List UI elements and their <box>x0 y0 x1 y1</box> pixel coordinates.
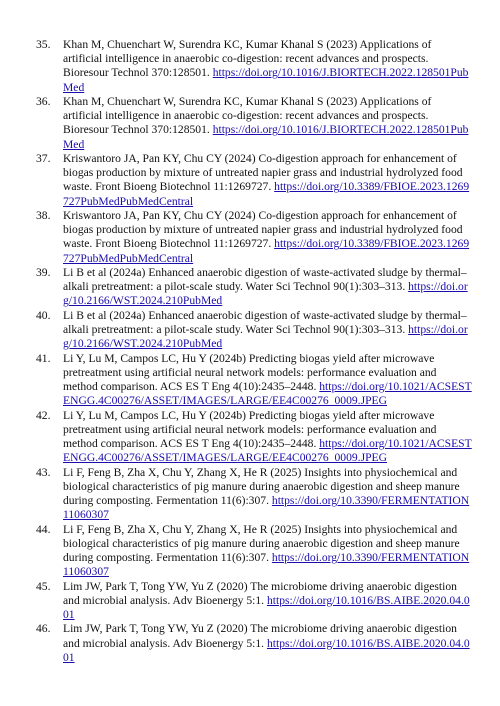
reference-text: Kriswantoro JA, Pan KY, Chu CY (2024) Co-digestion approach for enhancement of biogas production by mixture of untreated napier grass and industrial hydrolyzed food waste. Front Bioeng Biotechnol 11:1269727. <box>63 152 463 194</box>
reference-link[interactable]: https://doi.org/10.1016/J.BIORTECH.2022.128501PubMed <box>63 66 469 94</box>
reference-item <box>36 580 472 623</box>
reference-text: Kriswantoro JA, Pan KY, Chu CY (2024) Co-digestion approach for enhancement of biogas production by mixture of untreated napier grass and industrial hydrolyzed food waste. Front Bioeng Biotechnol 11:1269727. <box>63 209 463 251</box>
reference-text: Li Y, Lu M, Campos LC, Hu Y (2024b) Predicting biogas yield after microwave pretreatment using artificial neural network models: performance evaluation and method comparison. ACS ES T Eng 4(10):2435–2448. <box>63 408 437 450</box>
reference-item <box>36 309 472 352</box>
reference-number: 46. <box>36 622 51 636</box>
reference-number: 35. <box>36 38 51 51</box>
reference-item <box>36 409 472 466</box>
reference-link[interactable]: https://doi.org/10.2166/WST.2024.210PubMed <box>63 323 468 351</box>
reference-text: Li B et al (2024a) Enhanced anaerobic digestion of waste-activated sludge by thermal–alkali pretreatment: a pilot-scale study. Water Sci Technol 90(1):303–313. <box>63 266 467 294</box>
reference-item <box>36 466 472 523</box>
reference-link[interactable]: https://doi.org/10.1021/ACSESTENGG.4C00276/ASSET/IMAGES/LARGE/EE4C00276_0009.JPEG <box>63 437 472 465</box>
reference-number: 36. <box>36 95 51 108</box>
reference-item <box>36 152 472 209</box>
reference-item <box>36 38 472 95</box>
reference-link[interactable]: https://doi.org/10.1016/BS.AIBE.2020.04.001 <box>63 593 470 621</box>
reference-text: Li B et al (2024a) Enhanced anaerobic digestion of waste-activated sludge by thermal–alkali pretreatment: a pilot-scale study. Water Sci Technol 90(1):303–313. <box>63 308 467 336</box>
reference-number: 37. <box>36 152 51 165</box>
reference-number: 43. <box>36 465 51 479</box>
reference-link[interactable]: https://doi.org/10.1016/BS.AIBE.2020.04.001 <box>63 636 470 664</box>
reference-number: 39. <box>36 266 51 279</box>
reference-link[interactable]: https://doi.org/10.3390/FERMENTATION11060307 <box>63 494 470 522</box>
reference-link[interactable]: https://doi.org/10.2166/WST.2024.210PubMed <box>63 280 468 308</box>
reference-item <box>36 95 472 152</box>
reference-number: 40. <box>36 308 51 322</box>
reference-link[interactable]: https://doi.org/10.3389/FBIOE.2023.1269727PubMedPubMedCentral <box>63 237 470 265</box>
reference-list <box>36 38 472 665</box>
reference-number: 38. <box>36 209 51 222</box>
reference-number: 45. <box>36 579 51 593</box>
reference-number: 44. <box>36 522 51 536</box>
reference-number: 41. <box>36 351 51 365</box>
reference-link[interactable]: https://doi.org/10.1016/J.BIORTECH.2022.128501PubMed <box>63 123 469 151</box>
reference-number: 42. <box>36 408 51 422</box>
reference-text: Khan M, Chuenchart W, Surendra KC, Kumar Khanal S (2023) Applications of artificial intelligence in anaerobic co-digestion: recent advances and prospects. Bioresour Technol 370:128501. <box>63 38 432 80</box>
reference-item <box>36 352 472 409</box>
reference-text: Li F, Feng B, Zha X, Chu Y, Zhang X, He R (2025) Insights into physiochemical and biological characteristics of pig manure during anaerobic digestion and sheep manure during composting. Fermentation 11(6):307. <box>63 522 460 564</box>
reference-link[interactable]: https://doi.org/10.3390/FERMENTATION11060307 <box>63 551 470 579</box>
reference-item <box>36 266 472 309</box>
reference-text: Li Y, Lu M, Campos LC, Hu Y (2024b) Predicting biogas yield after microwave pretreatment using artificial neural network models: performance evaluation and method comparison. ACS ES T Eng 4(10):2435–2448. <box>63 351 437 393</box>
reference-item <box>36 622 472 665</box>
reference-item <box>36 523 472 580</box>
reference-item <box>36 209 472 266</box>
reference-link[interactable]: https://doi.org/10.1021/ACSESTENGG.4C00276/ASSET/IMAGES/LARGE/EE4C00276_0009.JPEG <box>63 380 472 408</box>
reference-text: Lim JW, Park T, Tong YW, Yu Z (2020) The microbiome driving anaerobic digestion and microbial analysis. Adv Bioenergy 5:1. <box>63 579 457 607</box>
reference-text: Lim JW, Park T, Tong YW, Yu Z (2020) The microbiome driving anaerobic digestion and microbial analysis. Adv Bioenergy 5:1. <box>63 622 457 650</box>
reference-text: Li F, Feng B, Zha X, Chu Y, Zhang X, He R (2025) Insights into physiochemical and biological characteristics of pig manure during anaerobic digestion and sheep manure during composting. Fermentation 11(6):307. <box>63 465 460 507</box>
reference-link[interactable]: https://doi.org/10.3389/FBIOE.2023.1269727PubMedPubMedCentral <box>63 180 470 208</box>
reference-text: Khan M, Chuenchart W, Surendra KC, Kumar Khanal S (2023) Applications of artificial intelligence in anaerobic co-digestion: recent advances and prospects. Bioresour Technol 370:128501. <box>63 95 432 137</box>
